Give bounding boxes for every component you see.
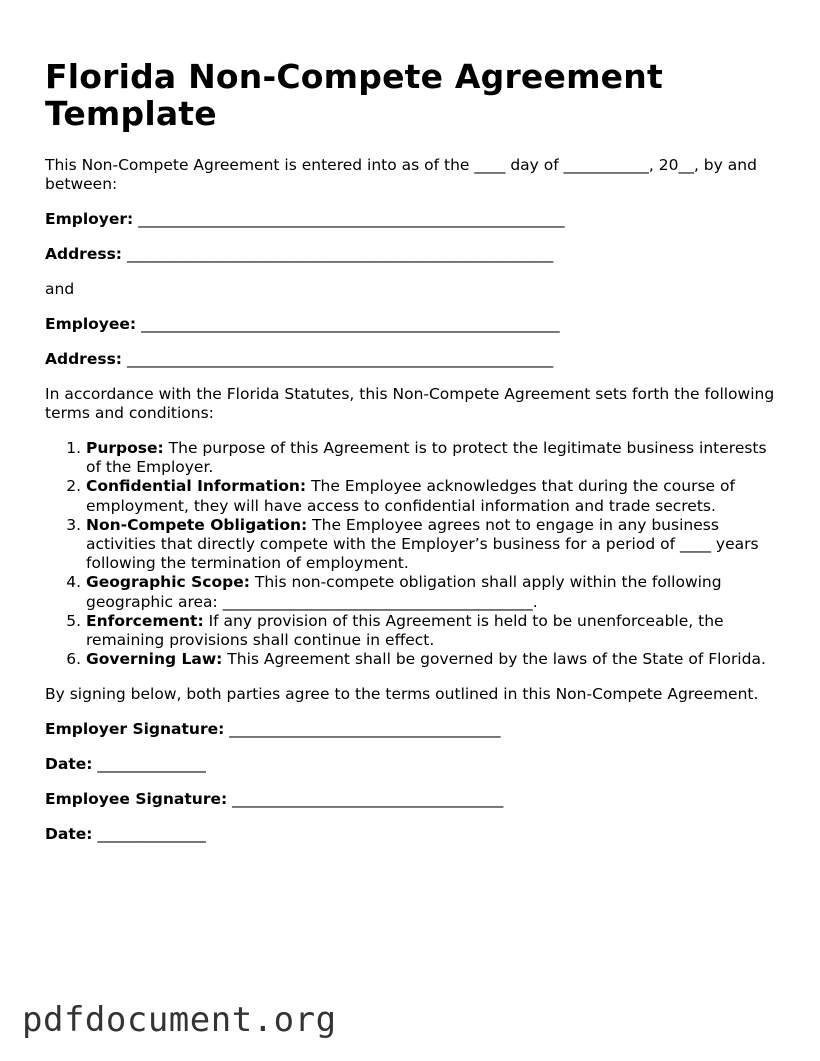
employer-address-blank: _______________________________________________________ — [126, 245, 554, 263]
term-heading: Confidential Information: — [86, 477, 307, 496]
term-item — [86, 650, 775, 669]
employer-date-label: Date: — [45, 755, 93, 774]
intro-paragraph: This Non-Compete Agreement is entered into as of the ____ day of ___________, 20__, by and between: — [45, 156, 757, 193]
term-text: This Agreement shall be governed by the laws of the State of Florida. — [222, 650, 766, 669]
employer-date-field — [45, 755, 775, 774]
terms-list — [45, 439, 775, 669]
term-heading: Enforcement: — [86, 611, 204, 630]
employee-signature-field — [45, 790, 775, 809]
term-text: The Employee agrees not to engage in any business activities that directly compete with the Employer’s business for a period of ____ years following the termination of employment. — [86, 515, 759, 573]
and-text: and — [45, 280, 75, 298]
term-item — [86, 573, 775, 611]
employee-address-label: Address: — [45, 350, 122, 368]
term-heading: Non-Compete Obligation: — [86, 515, 308, 534]
employer-signature-label: Employer Signature: — [45, 720, 225, 739]
document-title — [45, 58, 775, 132]
term-text: The Employee acknowledges that during the course of employment, they will have access to confidential information and trade secrets. — [86, 477, 735, 515]
term-text: This non-compete obligation shall apply within the following geographic area: ________________________________________. — [86, 573, 722, 611]
employee-blank: ______________________________________________________ — [141, 315, 560, 333]
watermark-text: pdfdocument.org — [22, 1000, 337, 1040]
term-heading: Purpose: — [86, 439, 164, 457]
employee-date-label: Date: — [45, 825, 93, 844]
term-item — [86, 516, 775, 574]
employer-field — [45, 210, 775, 229]
term-heading: Geographic Scope: — [86, 573, 250, 592]
employee-address-blank: _______________________________________________________ — [126, 350, 554, 368]
employee-address-field — [45, 350, 775, 369]
employer-blank: _______________________________________________________ — [138, 210, 565, 228]
title-line-2: Template — [45, 94, 217, 133]
term-text: The purpose of this Agreement is to protect the legitimate business interests of the Employer. — [86, 439, 767, 477]
employer-label: Employer: — [45, 210, 134, 228]
employee-label: Employee: — [45, 315, 137, 333]
term-item — [86, 439, 775, 477]
employer-date-blank: ______________ — [97, 755, 206, 774]
employer-address-field — [45, 245, 775, 264]
employer-signature-blank: ___________________________________ — [229, 720, 501, 739]
document-page — [45, 58, 775, 844]
title-line-1: Florida Non-Compete Agreement — [45, 57, 663, 96]
employee-field — [45, 315, 775, 334]
employee-signature-label: Employee Signature: — [45, 790, 228, 809]
term-item — [86, 612, 775, 650]
term-text: If any provision of this Agreement is held to be unenforceable, the remaining provisions shall continue in effect. — [86, 611, 724, 650]
employee-date-field — [45, 825, 775, 844]
term-heading: Governing Law: — [86, 650, 223, 669]
term-item — [86, 477, 775, 515]
preamble-paragraph: In accordance with the Florida Statutes, this Non-Compete Agreement sets forth the following terms and conditions: — [45, 385, 775, 422]
employee-signature-blank: ___________________________________ — [232, 790, 504, 809]
employee-date-blank: ______________ — [97, 825, 206, 844]
employer-signature-field — [45, 720, 775, 739]
closing-paragraph: By signing below, both parties agree to the terms outlined in this Non-Compete Agreement. — [45, 685, 759, 704]
employer-address-label: Address: — [45, 245, 122, 263]
